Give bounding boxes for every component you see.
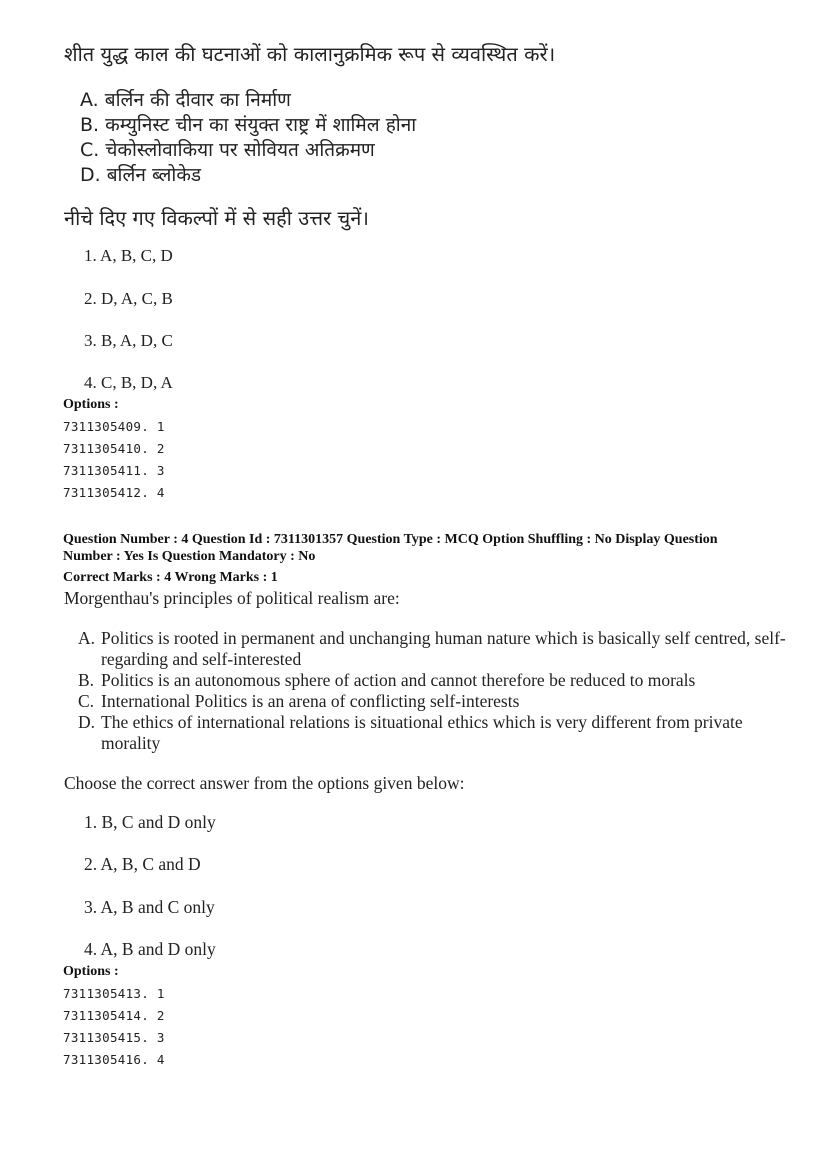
q3-option-id-4: 7311305412. 4	[63, 485, 165, 500]
q4-statement-c-text: International Politics is an arena of conflicting self-interests	[101, 691, 520, 711]
q4-options-label: Options :	[63, 964, 119, 979]
q3-instruction: नीचे दिए गए विकल्पों में से सही उत्तर चुनें।	[64, 206, 369, 230]
q4-choice-2: 2. A, B, C and D	[84, 854, 201, 874]
q4-meta-line-1: Question Number : 4 Question Id : 7311301357 Question Type : MCQ Option Shuffling : No Display Question	[63, 532, 718, 547]
q4-statement-b-text: Politics is an autonomous sphere of action and cannot therefore be reduced to morals	[101, 670, 696, 690]
q4-option-id-4: 7311305416. 4	[63, 1052, 165, 1067]
q4-option-id-2: 7311305414. 2	[63, 1008, 165, 1023]
q3-statement-c: C. चेकोस्लोवाकिया पर सोवियत अतिक्रमण	[80, 139, 375, 161]
q4-instruction: Choose the correct answer from the options given below:	[64, 773, 465, 793]
q3-statement-b: B. कम्युनिस्ट चीन का संयुक्त राष्ट्र में शामिल होना	[80, 114, 417, 136]
q4-statement-a-letter: A.	[78, 628, 96, 648]
q3-choice-2: 2. D, A, C, B	[84, 289, 173, 308]
q4-choice-1: 1. B, C and D only	[84, 812, 216, 832]
q4-option-id-1: 7311305413. 1	[63, 986, 165, 1001]
q4-option-id-3: 7311305415. 3	[63, 1030, 165, 1045]
q3-option-id-1: 7311305409. 1	[63, 419, 165, 434]
q3-options-label: Options :	[63, 397, 119, 412]
q3-statement-a: A. बर्लिन की दीवार का निर्माण	[80, 89, 291, 111]
q3-choice-1: 1. A, B, C, D	[84, 246, 173, 265]
q4-choice-4: 4. A, B and D only	[84, 939, 216, 959]
q3-option-id-3: 7311305411. 3	[63, 463, 165, 478]
q3-choice-4: 4. C, B, D, A	[84, 373, 173, 392]
q4-statement-a-text: Politics is rooted in permanent and unchanging human nature which is basically self centred, self-regarding and self-interested	[101, 628, 786, 669]
q3-choice-3: 3. B, A, D, C	[84, 331, 173, 350]
q3-stem: शीत युद्ध काल की घटनाओं को कालानुक्रमिक रूप से व्यवस्थित करें।	[64, 42, 556, 66]
q4-statement-c-letter: C.	[78, 691, 95, 711]
q4-choice-3: 3. A, B and C only	[84, 897, 215, 917]
q4-statement-d-text: The ethics of international relations is situational ethics which is very different from private morality	[101, 712, 743, 753]
q4-marks: Correct Marks : 4 Wrong Marks : 1	[63, 570, 278, 585]
q3-option-id-2: 7311305410. 2	[63, 441, 165, 456]
q4-meta-line-2: Number : Yes Is Question Mandatory : No	[63, 549, 316, 564]
q3-statement-d: D. बर्लिन ब्लोकेड	[80, 164, 202, 186]
q4-statement-d-letter: D.	[78, 712, 96, 732]
q4-statement-b-letter: B.	[78, 670, 95, 690]
q4-stem: Morgenthau's principles of political realism are:	[64, 588, 400, 608]
